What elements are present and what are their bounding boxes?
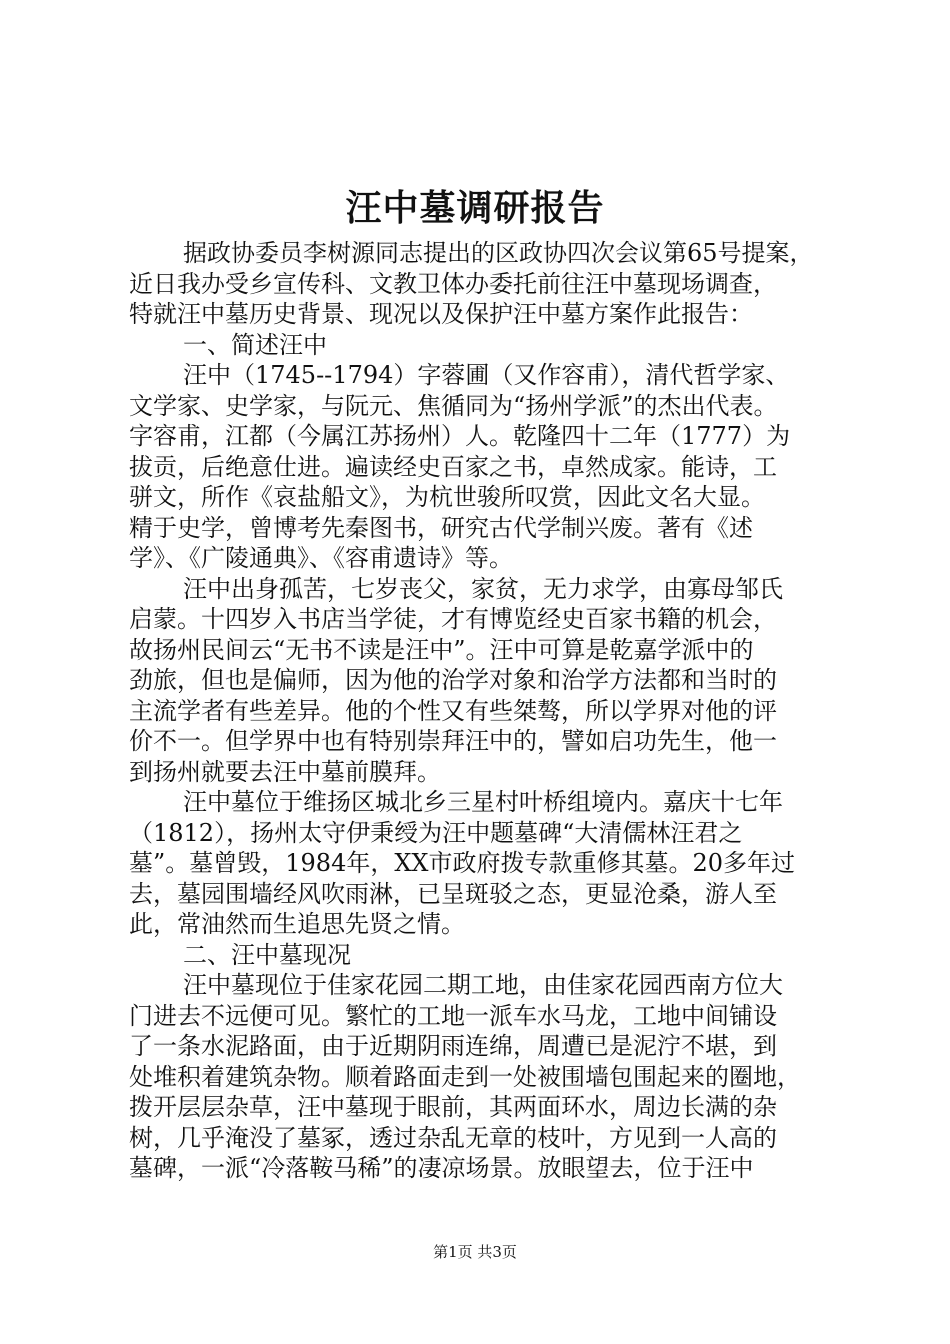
text-line: 主流学者有些差异。他的个性又有些桀骜，所以学界对他的评	[129, 696, 777, 725]
text-line: 门进去不远便可见。繁忙的工地一派车水马龙，工地中间铺设	[129, 1001, 777, 1030]
text-line: 据政协委员李树源同志提出的区政协四次会议第65号提案，	[183, 239, 814, 267]
text-line: 拨开层层杂草，汪中墓现于眼前，其两面环水，周边长满的杂	[129, 1093, 777, 1121]
text-line: 去，墓园围墙经风吹雨淋，已呈斑驳之态，更显沧桑，游人至	[129, 879, 777, 908]
text-line: 价不一。但学界中也有特别崇拜汪中的，譬如启功先生，他一	[129, 727, 777, 755]
text-line: 骈文，所作《哀盐船文》，为杭世骏所叹赏，因此文名大显。	[129, 483, 765, 511]
text-line: 树，几乎淹没了墓冢，透过杂乱无章的枝叶，方见到一人高的	[129, 1123, 777, 1152]
text-line: 劲旅，但也是偏师，因为他的治学对象和治学方法都和当时的	[129, 666, 777, 694]
text-line: 二、汪中墓现况	[183, 940, 351, 969]
text-line: 拔贡，后绝意仕进。遍读经史百家之书，卓然成家。能诗，工	[129, 452, 777, 481]
document-body	[129, 238, 839, 1184]
text-line: 故扬州民间云“无书不读是汪中”。汪中可算是乾嘉学派中的	[129, 635, 754, 664]
text-line: 文学家、史学家，与阮元、焦循同为“扬州学派”的杰出代表。	[129, 391, 778, 420]
text-line: 处堆积着建筑杂物。顺着路面走到一处被围墙包围起来的圈地，	[129, 1062, 801, 1091]
text-line: 学》、《广陵通典》、《容甫遗诗》等。	[129, 544, 513, 572]
text-line: （1812），扬州太守伊秉绶为汪中题墓碑“大清儒林汪君之	[129, 818, 743, 847]
text-line: 汪中墓位于维扬区城北乡三星村叶桥组境内。嘉庆十七年	[183, 788, 783, 816]
text-line: 此，常油然而生追思先贤之情。	[129, 910, 465, 938]
text-line: 特就汪中墓历史背景、现况以及保护汪中墓方案作此报告：	[129, 300, 753, 328]
text-line: 汪中出身孤苦，七岁丧父，家贫，无力求学，由寡母邹氏	[183, 574, 783, 603]
text-line: 汪中（1745--1794）字蓉圃（又作容甫），清代哲学家、	[183, 361, 790, 389]
text-line: 汪中墓现位于佳家花园二期工地，由佳家花园西南方位大	[183, 971, 783, 999]
text-line: 字容甫，江都（今属江苏扬州）人。乾隆四十二年（1777）为	[129, 422, 791, 450]
text-line: 一、简述汪中	[183, 330, 327, 359]
text-line: 启蒙。十四岁入书店当学徒，才有博览经史百家书籍的机会，	[129, 605, 777, 633]
page-title: 汪中墓调研报告	[345, 187, 605, 229]
text-line: 了一条水泥路面，由于近期阴雨连绵，周遭已是泥泞不堪，到	[129, 1032, 777, 1060]
text-line: 精于史学，曾博考先秦图书，研究古代学制兴废。著有《述	[129, 513, 753, 542]
text-line: 近日我办受乡宣传科、文教卫体办委托前往汪中墓现场调查，	[129, 269, 777, 298]
text-line: 墓”。墓曾毁，1984年，XX市政府拨专款重修其墓。20多年过	[129, 849, 796, 877]
text-line: 到扬州就要去汪中墓前膜拜。	[129, 757, 441, 786]
text-line: 墓碑，一派“冷落鞍马稀”的凄凉场景。放眼望去，位于汪中	[129, 1154, 754, 1182]
page-footer: 第1页 共3页	[433, 1243, 517, 1261]
